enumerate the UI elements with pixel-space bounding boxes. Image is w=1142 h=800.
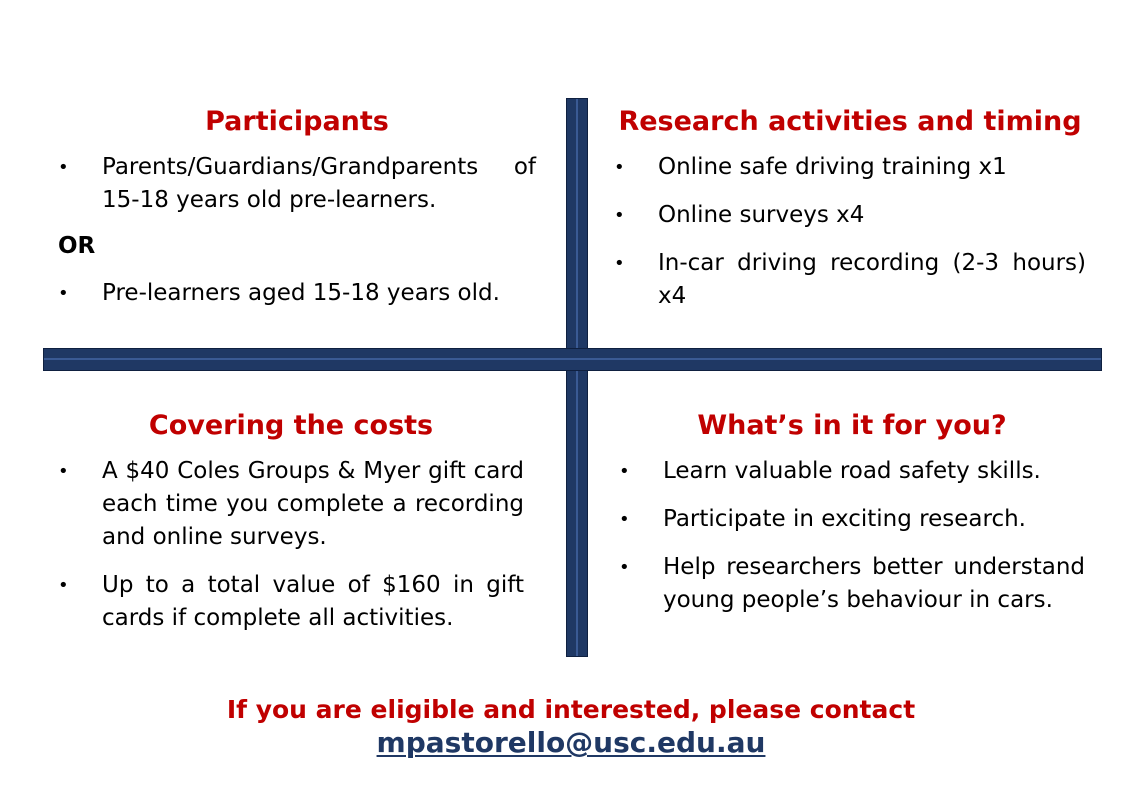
list-item: [619, 551, 1085, 617]
contact-prompt: If you are eligible and interested, please contact: [226, 695, 916, 724]
bullet-icon: •: [619, 461, 630, 482]
bullet-icon: •: [58, 157, 69, 178]
participants-heading: Participants: [205, 106, 389, 137]
benefits-item-behaviour: Help researchers better understand young people’s behaviour in cars.: [663, 554, 1085, 613]
vertical-divider: [566, 98, 588, 657]
list-item: [619, 455, 1085, 488]
costs-list: [58, 455, 524, 635]
benefits-item-skills: Learn valuable road safety skills.: [663, 458, 1041, 484]
research-item-training: Online safe driving training x1: [658, 154, 1007, 180]
list-item: [614, 151, 1086, 184]
horizontal-divider: [43, 348, 1102, 371]
bullet-icon: •: [619, 557, 630, 578]
benefits-item-research: Participate in exciting research.: [663, 506, 1026, 532]
costs-section: [58, 410, 524, 650]
research-section: [614, 106, 1086, 328]
bullet-icon: •: [614, 205, 625, 226]
list-item: [58, 277, 536, 310]
research-item-surveys: Online surveys x4: [658, 202, 865, 228]
contact-email-link[interactable]: mpastorello@usc.edu.au: [376, 726, 766, 759]
participants-list-2: [58, 277, 536, 310]
research-list: [614, 151, 1086, 313]
list-item: [619, 503, 1085, 536]
list-item: [614, 247, 1086, 313]
list-item: [614, 199, 1086, 232]
bullet-icon: •: [614, 253, 625, 274]
costs-item-gift-card: A $40 Coles Groups & Myer gift card each time you complete a recording and online surveys.: [102, 458, 524, 550]
participants-section: [58, 106, 536, 325]
research-item-recording: In-car driving recording (2-3 hours) x4: [658, 250, 1086, 309]
list-item: [58, 569, 524, 635]
bullet-icon: •: [58, 283, 69, 304]
contact-footer: [0, 694, 1142, 760]
bullet-icon: •: [614, 157, 625, 178]
benefits-list: [619, 455, 1085, 617]
research-heading: Research activities and timing: [618, 106, 1082, 137]
participants-item-prelearners: Pre-learners aged 15-18 years old.: [102, 280, 500, 306]
benefits-section: [619, 410, 1085, 632]
costs-heading: Covering the costs: [148, 410, 434, 441]
benefits-heading: What’s in it for you?: [697, 410, 1007, 441]
or-label: OR: [58, 233, 96, 259]
participants-list: [58, 151, 536, 217]
bullet-icon: •: [58, 575, 69, 596]
bullet-icon: •: [58, 461, 69, 482]
bullet-icon: •: [619, 509, 630, 530]
list-item: [58, 151, 536, 217]
costs-item-total: Up to a total value of $160 in gift cards if complete all activities.: [102, 572, 524, 631]
list-item: [58, 455, 524, 554]
participants-item-parents: Parents/Guardians/Grandparents of 15-18 years old pre-learners.: [102, 154, 536, 213]
